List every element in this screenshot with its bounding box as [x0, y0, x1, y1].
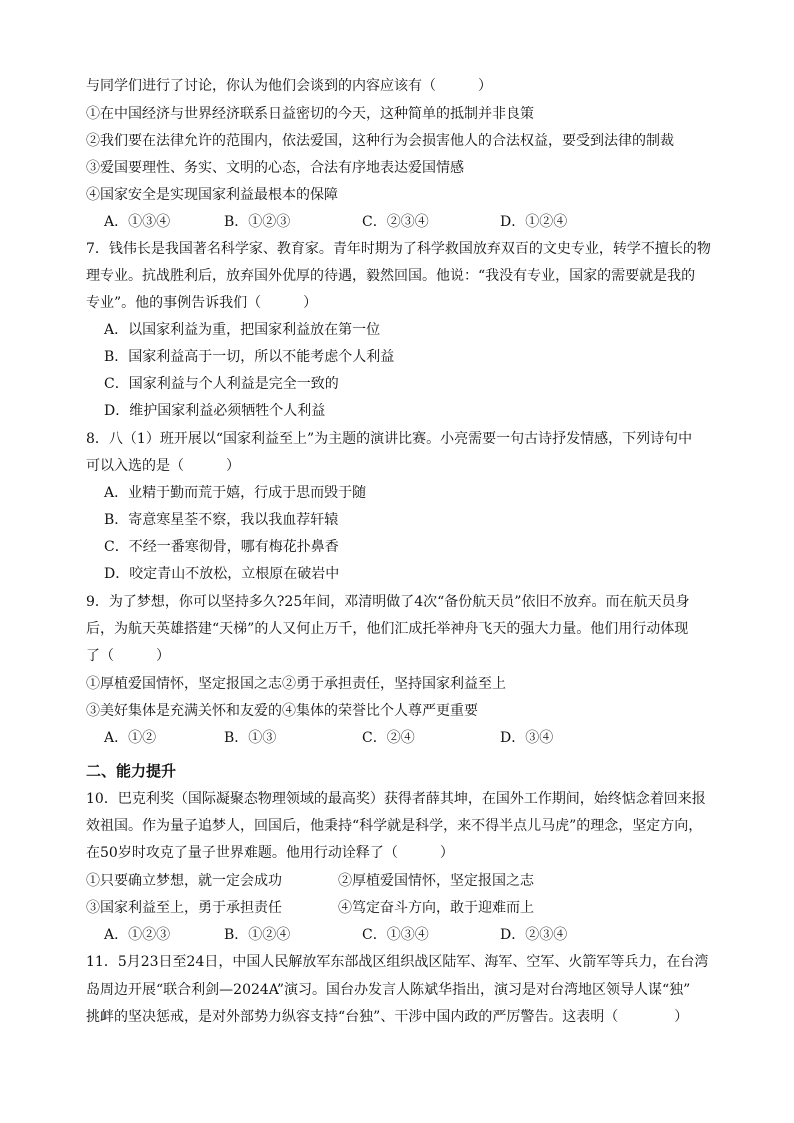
question-8-option-d: D．咬定青山不放松，立根原在破岩中 — [104, 566, 340, 582]
question-7-line-1: 7．钱伟长是我国著名科学家、教育家。青年时期为了科学救国放弃双百的文史专业，转学不擅长的物 — [86, 241, 711, 257]
option-c: C．②④ — [362, 730, 415, 746]
question-8-option-b: B．寄意寒星荃不察，我以我血荐轩辕 — [104, 512, 339, 528]
question-11-line-2: 岛周边开展“联合利剑—2024A”演习。国台办发言人陈斌华指出，演习是对台湾地区领导人谋“独” — [86, 982, 691, 998]
question-11-line-1: 11．5月23日至24日，中国人民解放军东部战区组织战区陆军、海军、空军、火箭军等兵力，在台湾 — [86, 954, 709, 970]
statement-4: ④国家安全是实现国家利益最根本的保障 — [86, 187, 338, 203]
option-b: B．①②③ — [224, 214, 291, 230]
question-10-line-3: 在50岁时攻克了量子世界难题。他用行动诠释了（ ） — [86, 845, 454, 861]
question-10-line-1: 10．巴克利奖（国际凝聚态物理领域的最高奖）获得者薛其坤，在国外工作期间，始终惦念着回来报 — [86, 791, 706, 807]
question-9-line-1: 9．为了梦想，你可以坚持多久?25年间，邓清明做了4次“备份航天员”依旧不放弃。而在航天员身 — [86, 594, 690, 610]
statement-1: ①在中国经济与世界经济联系日益密切的今天，这种简单的抵制并非良策 — [86, 106, 534, 122]
option-a: A．①③④ — [104, 214, 171, 230]
option-b: B．①③ — [224, 730, 277, 746]
question-9-statement-2: ③美好集体是充满关怀和友爱的④集体的荣誉比个人尊严更重要 — [86, 703, 478, 719]
question-9-line-2: 后，为航天英雄搭建“天梯”的人又何止万千，他们汇成托举神舟飞天的强大力量。他们用行动体现 — [86, 621, 689, 637]
question-9-statement-1: ①厚植爱国情怀，坚定报国之志②勇于承担责任，坚持国家利益至上 — [86, 676, 506, 692]
question-8-option-c: C．不经一番寒彻骨，哪有梅花扑鼻香 — [104, 539, 339, 555]
statement-4: ④笃定奋斗方向，敢于迎难而上 — [338, 900, 534, 916]
option-c: C．②③④ — [362, 214, 429, 230]
question-9-line-3: 了（ ） — [86, 648, 170, 664]
question-8-option-a: A．业精于勤而荒于嬉，行成于思而毁于随 — [104, 485, 367, 501]
option-b: B．①②④ — [224, 927, 291, 943]
option-c: C．①③④ — [362, 927, 429, 943]
option-a: A．①② — [104, 730, 157, 746]
question-7-line-3: 专业”。他的事例告诉我们（ ） — [86, 295, 318, 311]
question-6-tail: 与同学们进行了讨论，你认为他们会谈到的内容应该有（ ） — [86, 78, 492, 94]
statement-3: ③爱国要理性、务实、文明的心态，合法有序地表达爱国情感 — [86, 160, 464, 176]
statement-2: ②厚植爱国情怀，坚定报国之志 — [338, 873, 534, 889]
section-heading: 二、能力提升 — [86, 762, 177, 780]
option-a: A．①②③ — [104, 927, 171, 943]
statement-3: ③国家利益至上，勇于承担责任 — [86, 900, 282, 916]
question-7-line-2: 理专业。抗战胜利后，放弃国外优厚的待遇，毅然回国。他说：“我没有专业，国家的需要就是我的 — [86, 268, 696, 284]
question-7-option-c: C．国家利益与个人利益是完全一致的 — [104, 376, 339, 392]
option-d: D．③④ — [500, 730, 554, 746]
question-10-line-2: 效祖国。作为量子追梦人，回国后，他秉持“科学就是科学，来不得半点儿马虎”的理念，坚定方向， — [86, 818, 703, 834]
statement-1: ①只要确立梦想，就一定会成功 — [86, 873, 282, 889]
option-d: D．②③④ — [500, 927, 568, 943]
question-7-option-d: D．维护国家利益必须牺牲个人利益 — [104, 403, 326, 419]
question-7-option-a: A．以国家利益为重，把国家利益放在第一位 — [104, 322, 381, 338]
question-11-line-3: 挑衅的坚决惩戒，是对外部势力纵容支持“台独”、干涉中国内政的严厉警告。这表明（ ） — [86, 1009, 689, 1025]
option-d: D．①②④ — [500, 214, 568, 230]
question-8-line-2: 可以入选的是（ ） — [86, 458, 240, 474]
statement-2: ②我们要在法律允许的范围内，依法爱国，这种行为会损害他人的合法权益，要受到法律的制裁 — [86, 133, 674, 149]
question-8-line-1: 8．八（1）班开展以“国家利益至上”为主题的演讲比赛。小亮需要一句古诗抒发情感，下列诗句中 — [86, 431, 693, 447]
question-7-option-b: B．国家利益高于一切，所以不能考虑个人利益 — [104, 349, 395, 365]
